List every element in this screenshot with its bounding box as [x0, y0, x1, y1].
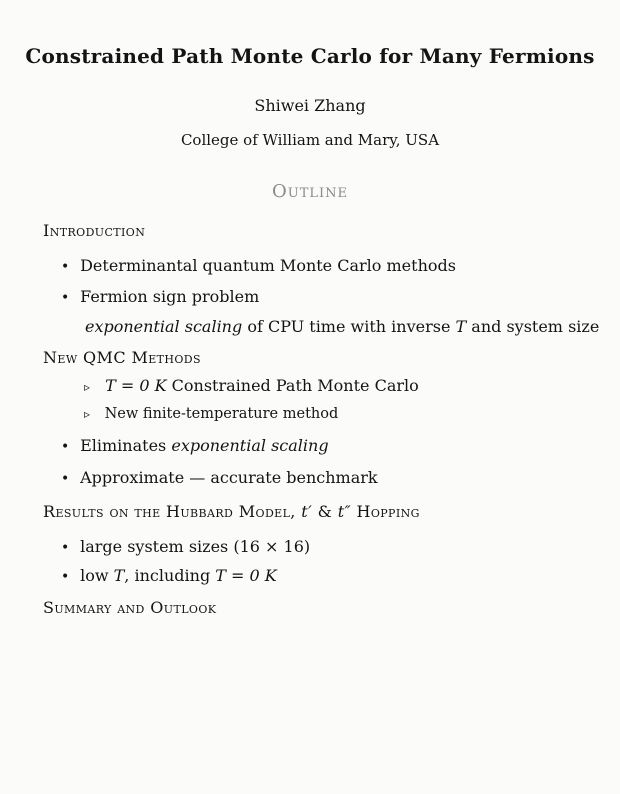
author-name: Shiwei Zhang	[254, 96, 366, 115]
math-symbol: T	[113, 566, 125, 585]
list-item	[61, 436, 329, 455]
section-results-text: Results on the Hubbard Model,	[43, 502, 302, 521]
list-item	[61, 287, 259, 306]
section-results-text: &	[312, 502, 338, 521]
affiliation: College of William and Mary, USA	[180, 131, 440, 149]
bullet-icon: •	[61, 259, 70, 275]
emphasis-text: exponential scaling	[85, 317, 243, 336]
sub-item-text: and system size	[466, 317, 600, 336]
math-expression: T = 0 K	[215, 566, 277, 585]
sub-item-text: of CPU time with inverse	[242, 317, 456, 336]
bullet-icon: •	[61, 569, 70, 585]
sub-item-text: New finite-temperature method	[104, 406, 339, 422]
section-results	[43, 502, 420, 521]
slide-title: Constrained Path Monte Carlo for Many Fermions	[25, 44, 595, 68]
sub-item-text: Constrained Path Monte Carlo	[166, 376, 419, 395]
math-symbol: T	[455, 317, 467, 336]
math-symbol: t″	[337, 502, 351, 521]
list-item-text: , including	[124, 566, 216, 585]
math-expression: T = 0 K	[105, 376, 167, 395]
section-introduction: Introduction	[43, 221, 146, 240]
sub-item	[84, 406, 338, 422]
section-results-text: Hopping	[351, 502, 420, 521]
list-item-text: Determinantal quantum Monte Carlo methods	[80, 256, 456, 275]
bullet-icon: •	[61, 471, 70, 487]
list-item-text: Approximate — accurate benchmark	[80, 468, 378, 487]
list-item	[61, 537, 310, 556]
sub-item	[85, 317, 599, 336]
bullet-icon: •	[61, 540, 70, 556]
bullet-icon: •	[61, 290, 70, 306]
list-item	[61, 256, 456, 275]
section-summary: Summary and Outlook	[43, 598, 217, 617]
list-item	[61, 566, 277, 585]
section-new-qmc-methods: New QMC Methods	[43, 348, 201, 367]
bullet-icon: •	[61, 439, 70, 455]
emphasis-text: exponential scaling	[171, 436, 329, 455]
list-item	[61, 468, 378, 487]
sub-item	[84, 376, 419, 395]
outline-heading: Outline	[271, 181, 349, 202]
math-symbol: t′	[301, 502, 313, 521]
list-item-text: large system sizes (16 × 16)	[80, 537, 311, 556]
list-item-text: Fermion sign problem	[80, 287, 260, 306]
triangle-icon: ▹	[84, 407, 91, 421]
list-item-text: Eliminates	[80, 436, 172, 455]
triangle-icon: ▹	[84, 380, 91, 394]
list-item-text: low	[80, 566, 114, 585]
